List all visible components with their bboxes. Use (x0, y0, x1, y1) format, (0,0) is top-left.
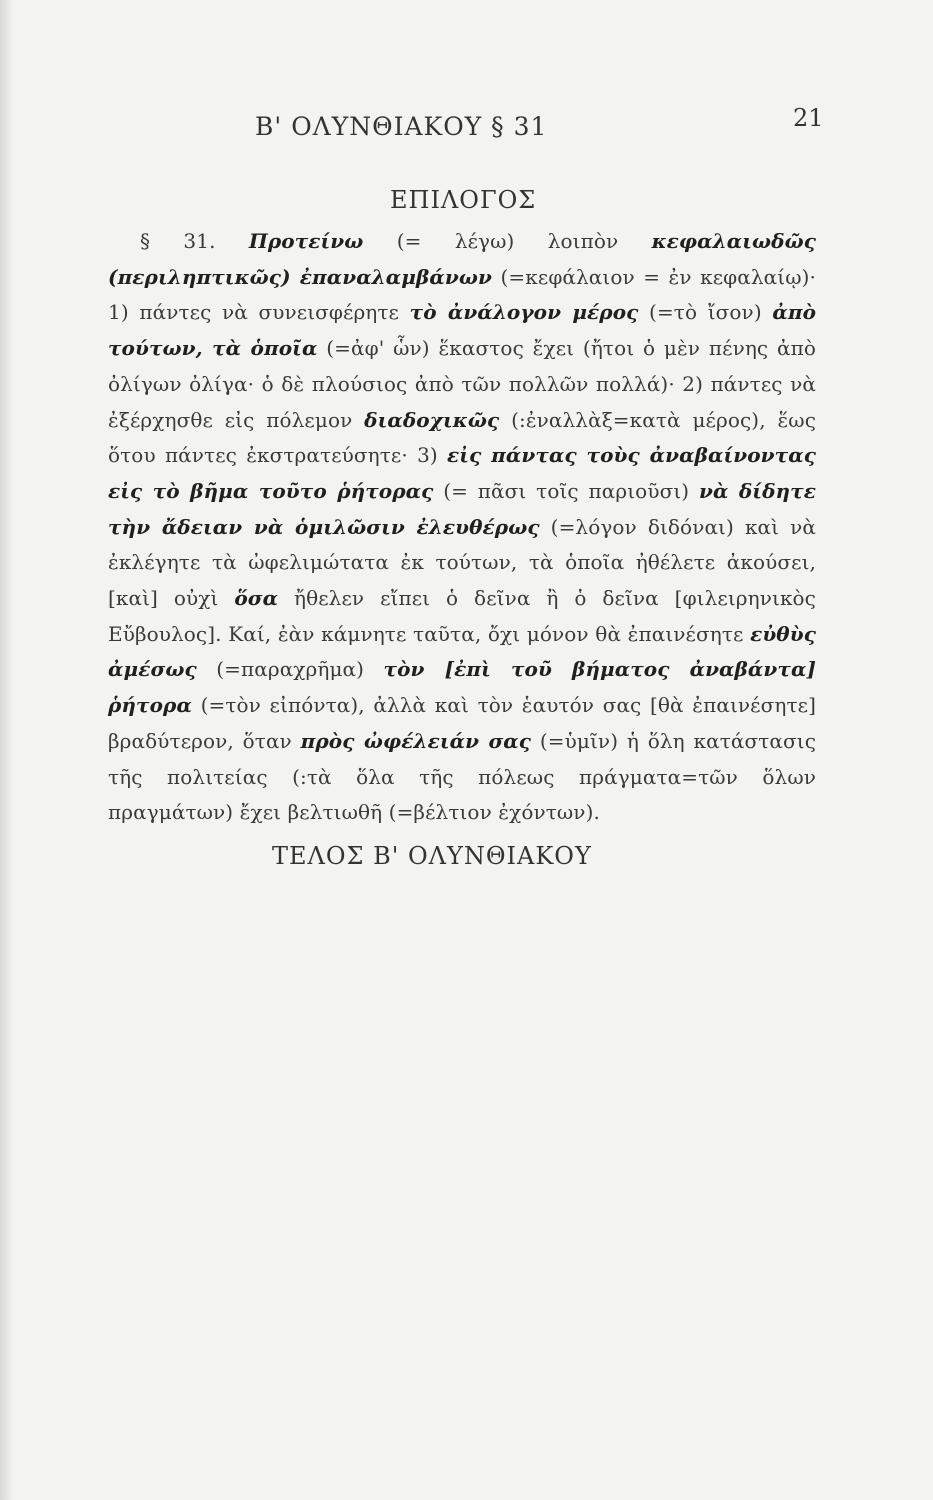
text-run: (=κεφάλαιον = ἐν κεφαλαίῳ)· 1) πάντες νὰ συνεισφέρητε (108, 264, 816, 325)
key-term: νὰ δίδητε τὴν ἄδειαν νὰ ὁμιλῶσιν ἐλευθέρως (108, 478, 816, 539)
text-run: (=ὑμῖν) ἡ ὅλη κατάστασις τῆς πολιτείας (:τὰ ὅλα τῆς πόλεως πράγματα=τῶν ὅλων πραγμάτων) ἔχει βελτιωθῆ (=βέλτιον ἐχόντων). (108, 728, 817, 825)
paragraph-31 (108, 224, 816, 831)
text-run: (=τὸ ἴσον) (638, 300, 773, 325)
text-run: (= πᾶσι τοῖς παριοῦσι) (433, 478, 699, 503)
key-term: Προτείνω (248, 229, 364, 253)
text-run: (=τὸν εἰπόντα), ἀλλὰ καὶ τὸν ἑαυτόν σας [θὰ ἐπαινέσητε] βραδύτερον, ὅταν (108, 693, 816, 753)
page-edge-shadow (0, 0, 14, 1500)
running-head: Β' ΟΛΥΝΘΙΑΚΟΥ § 31 (255, 112, 548, 141)
text-run: (=λόγον διδόναι) καὶ νὰ ἐκλέγητε τὰ ὠφελιμώτατα ἐκ τούτων, τὰ ὁποῖα ἠθέλετε ἀκούσει, [καὶ] οὐχὶ (108, 514, 816, 611)
text-run: (= λέγω) λοιπὸν (363, 229, 652, 253)
key-term: πρὸς ὠφέλειάν σας (300, 728, 532, 753)
key-term: εὐθὺς ἀμέσως (108, 621, 816, 682)
text-run: ἤθελεν εἴπει ὁ δεῖνα ἢ ὁ δεῖνα [φιλειρηνικὸς Εὔβουλος]. Καί, ἐὰν κάμνητε ταῦτα, ὄχι μόνον θὰ ἐπαινέσητε (108, 586, 816, 646)
key-term: ἀπὸ τούτων, τὰ ὁποῖα (108, 300, 817, 361)
key-term: ὅσα (234, 586, 279, 611)
section-title: ΕΠΙΛΟΓΟΣ (390, 186, 537, 214)
end-title: ΤΕΛΟΣ Β' ΟΛΥΝΘΙΑΚΟΥ (272, 842, 592, 870)
key-term: διαδοχικῶς (364, 407, 500, 432)
key-term: τὸ ἀνάλογον μέρος (409, 300, 639, 325)
text-run: (=παραχρῆμα) (196, 657, 384, 682)
text-run: § 31. (140, 229, 249, 253)
key-term: εἰς πάντας τοὺς ἀναβαίνοντας εἰς τὸ βῆμα τοῦτο ῥήτορας (108, 443, 816, 503)
key-term: κεφαλαιωδῶς (περιληπτικῶς) ἐπαναλαμβάνων (108, 229, 817, 289)
key-term: τὸν [ἐπὶ τοῦ βήματος ἀναβάντα] ῥήτορα (108, 657, 817, 718)
text-run: (:ἐναλλὰξ=κατὰ μέρος), ἕως ὅτου πάντες ἐκστρατεύσητε· 3) (108, 407, 816, 468)
page-number: 21 (793, 104, 824, 132)
text-run: (=ἀφ' ὧν) ἕκαστος ἔχει (ἤτοι ὁ μὲν πένης ἀπὸ ὀλίγων ὀλίγα· ὁ δὲ πλούσιος ἀπὸ τῶν πολλῶν πολλά)· 2) πάντες νὰ ἐξέρχησθε εἰς πόλεμον (108, 336, 816, 432)
